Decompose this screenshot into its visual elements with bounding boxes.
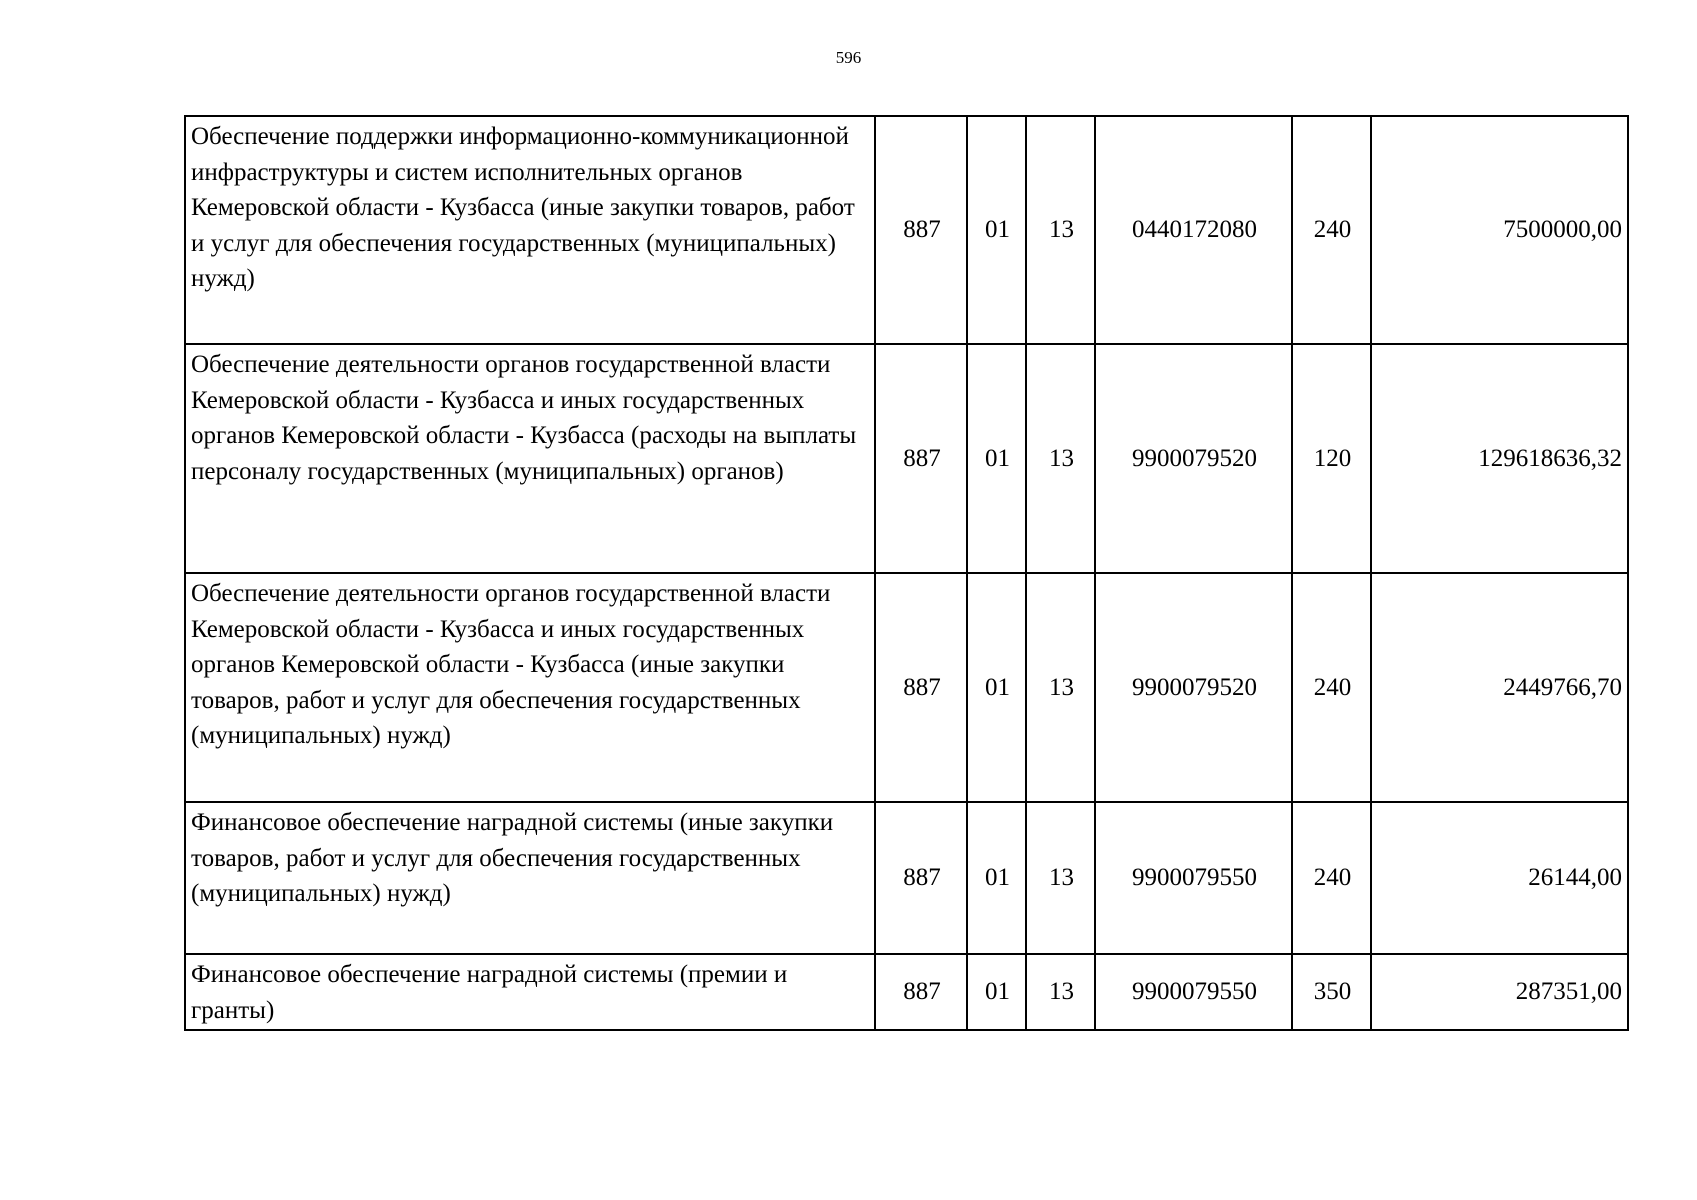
ministry-code: 887 [875, 344, 967, 573]
subsection-code: 13 [1026, 802, 1095, 954]
subsection-code: 13 [1026, 954, 1095, 1030]
ministry-code: 887 [875, 954, 967, 1030]
amount: 26144,00 [1371, 802, 1628, 954]
subsection-code: 13 [1026, 344, 1095, 573]
expense-type-code: 350 [1292, 954, 1371, 1030]
table-row [185, 573, 1628, 802]
page-number: 596 [835, 48, 862, 67]
expense-type-code: 240 [1292, 116, 1371, 344]
target-article-code: 0440172080 [1095, 116, 1292, 344]
section-code: 01 [967, 954, 1026, 1030]
table-row [185, 802, 1628, 954]
row-description: Обеспечение поддержки информационно-коммуникационной инфраструктуры и систем исполнительных органов Кемеровской области - Кузбасса (иные закупки товаров, работ и услуг для обеспечения государственных (муниципальных) нужд) [185, 116, 875, 344]
target-article-code: 9900079550 [1095, 954, 1292, 1030]
table-row [185, 344, 1628, 573]
row-description: Обеспечение деятельности органов государственной власти Кемеровской области - Кузбасса и иных государственных органов Кемеровской области - Кузбасса (иные закупки товаров, работ и услуг для обеспечения государственных (муниципальных) нужд) [185, 573, 875, 802]
subsection-code: 13 [1026, 573, 1095, 802]
target-article-code: 9900079520 [1095, 344, 1292, 573]
section-code: 01 [967, 116, 1026, 344]
amount: 7500000,00 [1371, 116, 1628, 344]
ministry-code: 887 [875, 573, 967, 802]
table-row [185, 954, 1628, 1030]
section-code: 01 [967, 802, 1026, 954]
amount: 129618636,32 [1371, 344, 1628, 573]
amount: 287351,00 [1371, 954, 1628, 1030]
target-article-code: 9900079550 [1095, 802, 1292, 954]
section-code: 01 [967, 573, 1026, 802]
table-row [185, 116, 1628, 344]
budget-table [184, 115, 1629, 1031]
section-code: 01 [967, 344, 1026, 573]
expense-type-code: 120 [1292, 344, 1371, 573]
ministry-code: 887 [875, 802, 967, 954]
amount: 2449766,70 [1371, 573, 1628, 802]
target-article-code: 9900079520 [1095, 573, 1292, 802]
expense-type-code: 240 [1292, 573, 1371, 802]
row-description: Обеспечение деятельности органов государственной власти Кемеровской области - Кузбасса и иных государственных органов Кемеровской области - Кузбасса (расходы на выплаты персоналу государственных (муниципальных) органов) [185, 344, 875, 573]
row-description: Финансовое обеспечение наградной системы (иные закупки товаров, работ и услуг для обеспечения государственных (муниципальных) нужд) [185, 802, 875, 954]
row-description: Финансовое обеспечение наградной системы (премии и гранты) [185, 954, 875, 1030]
ministry-code: 887 [875, 116, 967, 344]
subsection-code: 13 [1026, 116, 1095, 344]
expense-type-code: 240 [1292, 802, 1371, 954]
